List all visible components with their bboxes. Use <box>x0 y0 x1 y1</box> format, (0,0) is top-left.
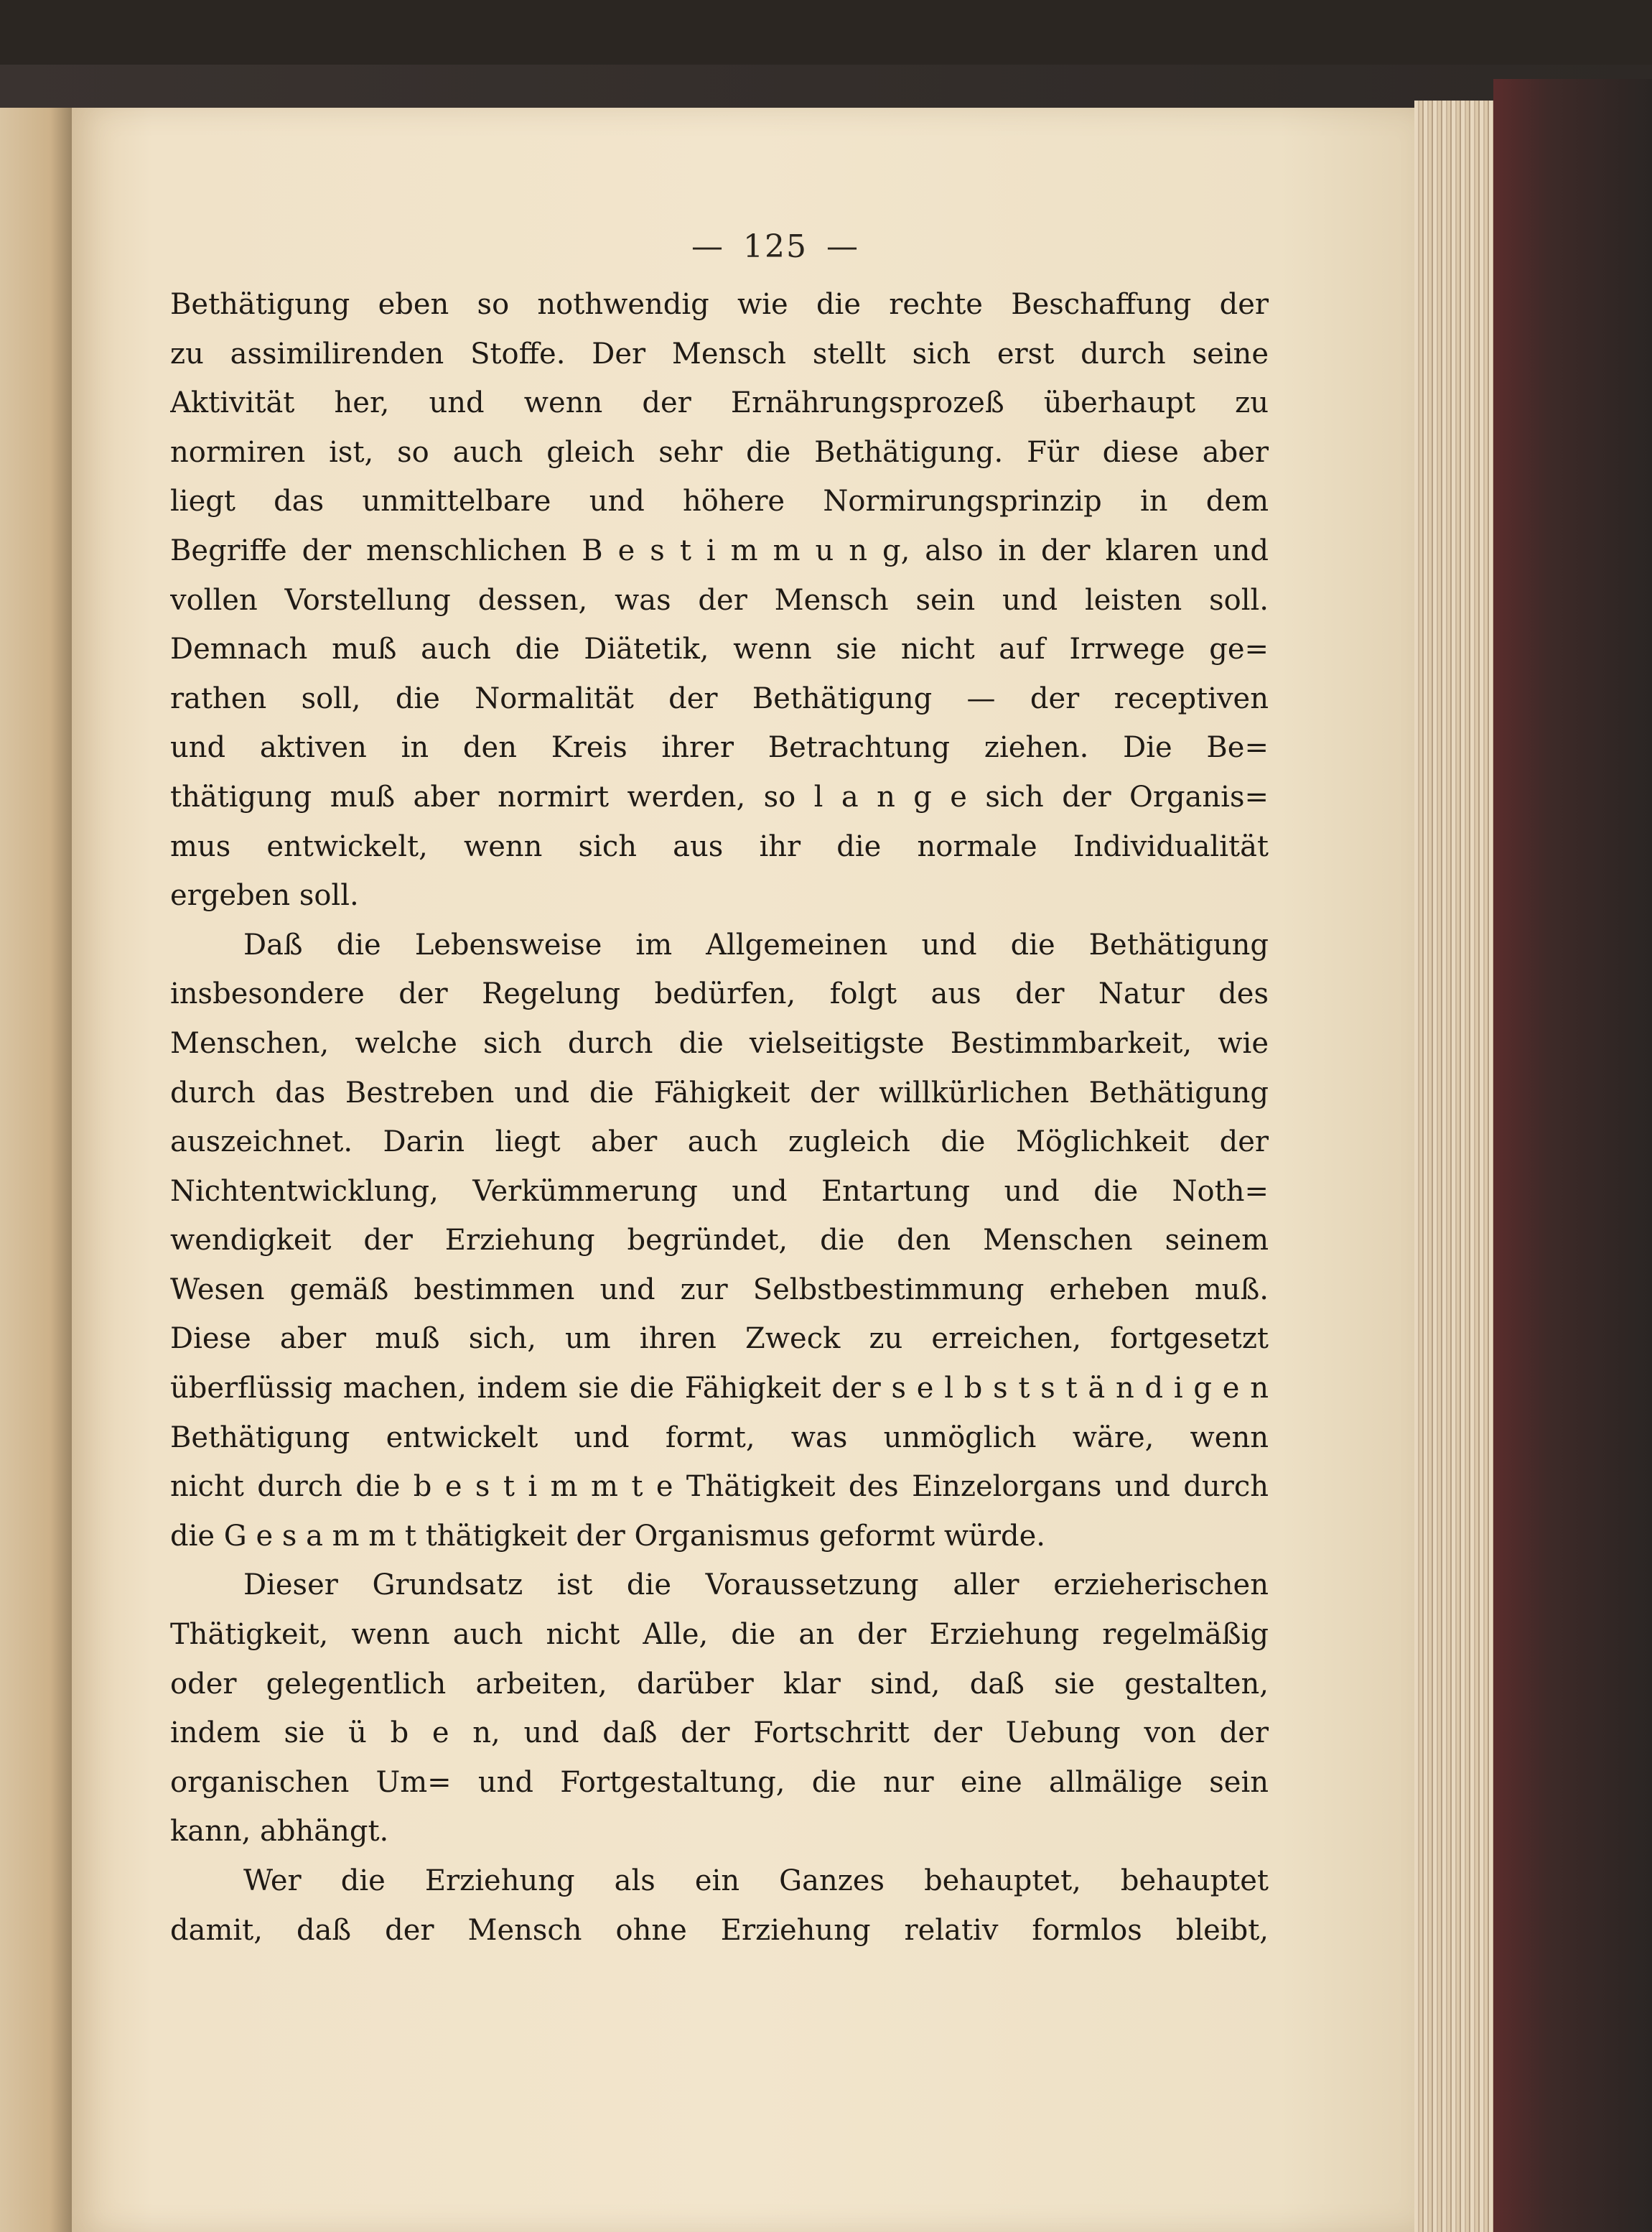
text-line: Bethätigung eben so nothwendig wie die rechte Beschaffung der <box>170 288 1269 321</box>
text-line: damit, daß der Mensch ohne Erziehung relativ formlos bleibt, <box>170 1913 1269 1947</box>
header-dash-left: — <box>691 228 724 265</box>
text-line: thätigung muß aber normirt werden, so l a n g e sich der Organis= <box>170 780 1269 814</box>
text-line: Thätigkeit, wenn auch nicht Alle, die an der Erziehung regelmäßig <box>170 1618 1269 1652</box>
text-line: Demnach muß auch die Diätetik, wenn sie nicht auf Irrwege ge= <box>170 633 1269 666</box>
text-line: liegt das unmittelbare und höhere Normirungsprinzip in dem <box>170 485 1269 519</box>
text-line: Wer die Erziehung als ein Ganzes behauptet, behauptet <box>243 1864 1269 1897</box>
text-line: überflüssig machen, indem sie die Fähigkeit der s e l b s t s t ä n d i g e n <box>170 1372 1269 1405</box>
text-line: indem sie ü b e n, und daß der Fortschritt der Uebung von der <box>170 1716 1269 1750</box>
text-line: vollen Vorstellung dessen, was der Mensch sein und leisten soll. <box>170 583 1269 617</box>
text-line: insbesondere der Regelung bedürfen, folgt aus der Natur des <box>170 977 1269 1011</box>
text-line: zu assimilirenden Stoffe. Der Mensch stellt sich erst durch seine <box>170 337 1269 371</box>
text-line: normiren ist, so auch gleich sehr die Bethätigung. Für diese aber <box>170 435 1269 469</box>
text-line: mus entwickelt, wenn sich aus ihr die normale Individualität <box>170 829 1269 863</box>
text-line: Bethätigung entwickelt und formt, was unmöglich wäre, wenn <box>170 1420 1269 1454</box>
text-line: durch das Bestreben und die Fähigkeit der willkürlichen Bethätigung <box>170 1076 1269 1110</box>
text-line: Dieser Grundsatz ist die Voraussetzung aller erzieherischen <box>243 1568 1269 1602</box>
text-line: Wesen gemäß bestimmen und zur Selbstbestimmung erheben muß. <box>170 1273 1269 1306</box>
left-page-sliver <box>0 108 72 2232</box>
page-edges <box>1414 101 1493 2232</box>
header-dash-right: — <box>826 228 859 265</box>
text-line: ergeben soll. <box>170 879 359 913</box>
text-line: die G e s a m m t thätigkeit der Organismus geformt würde. <box>170 1519 1045 1553</box>
book-spine-edge <box>1493 79 1652 2232</box>
text-line: Nichtentwicklung, Verkümmerung und Entartung und die Noth= <box>170 1174 1269 1208</box>
text-line: nicht durch die b e s t i m m t e Thätigkeit des Einzelorgans und durch <box>170 1470 1269 1504</box>
text-line: und aktiven in den Kreis ihrer Betrachtung ziehen. Die Be= <box>170 731 1269 765</box>
text-line: rathen soll, die Normalität der Bethätigung — der receptiven <box>170 682 1269 715</box>
text-line: oder gelegentlich arbeiten, darüber klar sind, daß sie gestalten, <box>170 1667 1269 1701</box>
text-line: Begriffe der menschlichen B e s t i m m u n g, also in der klaren und <box>170 534 1269 567</box>
page-header <box>646 228 905 265</box>
text-line: Diese aber muß sich, um ihren Zweck zu erreichen, fortgesetzt <box>170 1322 1269 1356</box>
text-line: Daß die Lebensweise im Allgemeinen und die Bethätigung <box>243 928 1269 962</box>
text-line: organischen Um= und Fortgestaltung, die nur eine allmälige sein <box>170 1765 1269 1799</box>
text-line: wendigkeit der Erziehung begründet, die den Menschen seinem <box>170 1224 1269 1257</box>
text-line: auszeichnet. Darin liegt aber auch zugleich die Möglichkeit der <box>170 1125 1269 1159</box>
book-page <box>72 108 1414 2232</box>
text-line: kann, abhängt. <box>170 1815 389 1849</box>
page-number: 125 <box>743 228 808 265</box>
text-line: Aktivität her, und wenn der Ernährungsprozeß überhaupt zu <box>170 386 1269 420</box>
body-text <box>170 280 1269 1955</box>
text-line: Menschen, welche sich durch die vielseitigste Bestimmbarkeit, wie <box>170 1026 1269 1060</box>
